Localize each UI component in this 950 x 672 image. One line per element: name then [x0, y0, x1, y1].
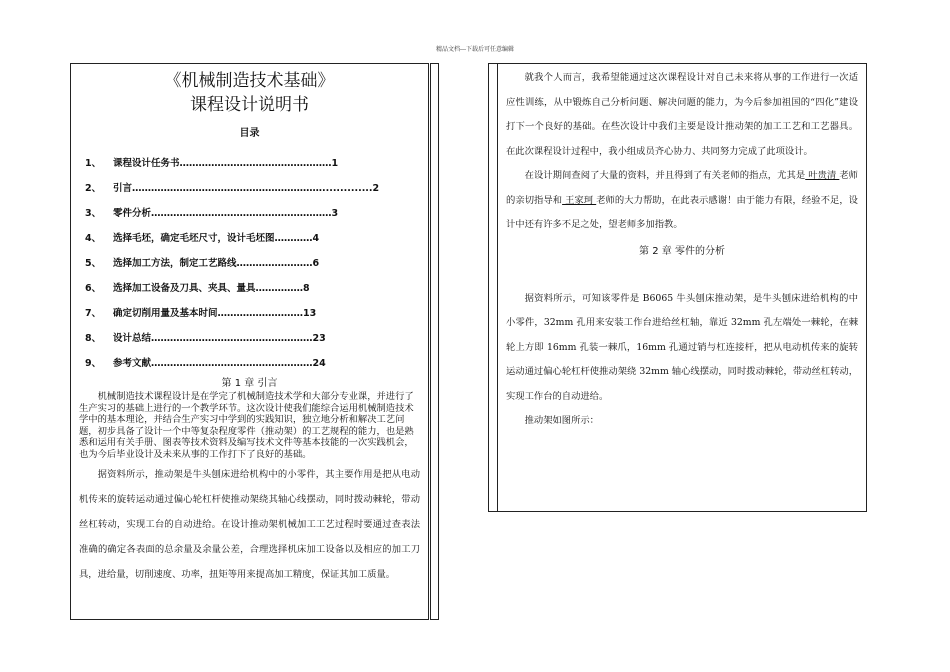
toc-title: 目录: [239, 128, 260, 139]
toc-item[interactable]: [85, 249, 428, 274]
toc-number: 6、: [85, 282, 102, 294]
toc-item[interactable]: [85, 324, 428, 349]
right-paragraph-1: 就我个人而言，我希望能通过这次课程设计对自己未来将从事的工作进行一次适应性训练，从中锻炼自己分析问题、解决问题的能力，为今后参加祖国的“四化”建设打下一个良好的基础。在些次设计中我们主要是设计推动架的加工工艺和工艺器具。在此次课程设计过程中，我小组成员齐心协力、共同努力完成了此项设计。: [506, 72, 858, 157]
right-paragraph-4: 推动架如图所示：: [524, 415, 599, 426]
toc-text: 选择加工方法，制定工艺路线……………………6: [113, 257, 320, 269]
toc-item[interactable]: [85, 299, 428, 324]
toc-item[interactable]: [85, 174, 428, 199]
toc-text: 确定切削用量及基本时间………………………13: [113, 307, 317, 319]
chapter1-heading: 第 1 章 引言: [221, 378, 278, 389]
toc-number: 1、: [85, 157, 102, 169]
toc-item[interactable]: [85, 349, 428, 374]
teacher-name-1: 叶贵清: [805, 170, 840, 181]
teacher-name-2: 王家珂: [562, 194, 597, 206]
right-paragraph-3: 据资料所示，可知该零件是 B6065 牛头刨床推动架，是牛头刨床进给机构的中小零件，32mm 孔用来安装工作台进给丝杠轴，靠近 32mm 孔左端处一棘轮，在棘轮上方即 16mm 孔装一棘爪，16mm 孔通过销与杠连接杆，把从电动机传来的旋转运动通过偏心轮杠杆使推动架绕 32mm 轴心线摆动，同时拨动棘轮，带动丝杠转动，实现工作台的自动进给。: [506, 292, 858, 402]
page-margin-bar: [430, 63, 439, 620]
table-of-contents: [85, 149, 428, 374]
toc-item[interactable]: [85, 149, 428, 174]
toc-text: 选择毛坯，确定毛坯尺寸，设计毛坯图…………4: [113, 232, 320, 244]
toc-number: 3、: [85, 207, 102, 219]
document-subtitle: 课程设计说明书: [190, 95, 309, 115]
header-note: 精品文档---下载后可任意编辑: [435, 46, 515, 53]
toc-item[interactable]: [85, 224, 428, 249]
left-page: [70, 63, 429, 620]
toc-text: 设计总结……………………………………………23: [113, 332, 326, 344]
thanks-text-end: 老师的大力帮助，在此表示感谢！由于能力有限，经验不足，设计中还有许多不足之处，望老师多加指教。: [506, 194, 858, 230]
toc-text: 课程设计任务书…………………………………………1: [113, 157, 339, 169]
toc-number: 7、: [85, 307, 102, 319]
document-title: 《机械制造技术基础》: [164, 71, 335, 91]
thanks-text-start: 在设计期间查阅了大量的资料，并且得到了有关老师的指点，尤其是: [524, 170, 806, 181]
thanks-text-mid: 老师的亲切指导和: [506, 170, 858, 206]
toc-number: 8、: [85, 332, 102, 344]
toc-number: 9、: [85, 357, 102, 369]
chapter1-paragraph: 机械制造技术课程设计是在学完了机械制造技术学和大部分专业课，并进行了生产实习的基础上进行的一个教学环节。这次设计使我们能综合运用机械制造技术学中的基本理论，并结合生产实习中学到的实践知识，独立地分析和解决工艺问题，初步具备了设计一个中等复杂程度零件（推动架）的工艺规程的能力，也是熟悉和运用有关手册、图表等技术资料及编写技术文件等基本技能的一次实践机会，也为今后毕业设计及未来从事的工作打下了良好的基础。: [79, 391, 414, 460]
toc-text: 零件分析…………………………………………………3: [113, 207, 339, 219]
toc-number: 4、: [85, 232, 102, 244]
right-page: [497, 63, 867, 512]
toc-text: 引言……………………………………………………..............2: [113, 182, 380, 194]
toc-text: 选择加工设备及刀具、夹具、量具……………8: [113, 282, 310, 294]
toc-number: 2、: [85, 182, 102, 194]
toc-number: 5、: [85, 257, 102, 269]
left-paragraph-2: 据资料所示，推动架是牛头刨床进给机构中的小零件，其主要作用是把从电动机传来的旋转运动通过偏心轮杠杆使推动架绕其轴心线摆动，同时拨动棘轮，带动丝杠转动，实现工台的自动进给。在设计推动架机械加工工艺过程时要通过查表法准确的确定各表面的总余量及余量公差，合理选择机床加工设备以及相应的加工刀具，进给量，切削速度、功率，扭矩等用来提高加工精度，保证其加工质量。: [79, 469, 420, 580]
right-paragraph-2: [506, 164, 858, 238]
toc-text: 参考文献……………………………………………24: [113, 357, 326, 369]
toc-item[interactable]: [85, 274, 428, 299]
toc-item[interactable]: [85, 199, 428, 224]
chapter2-heading: 第 2 章 零件的分析: [639, 245, 725, 257]
